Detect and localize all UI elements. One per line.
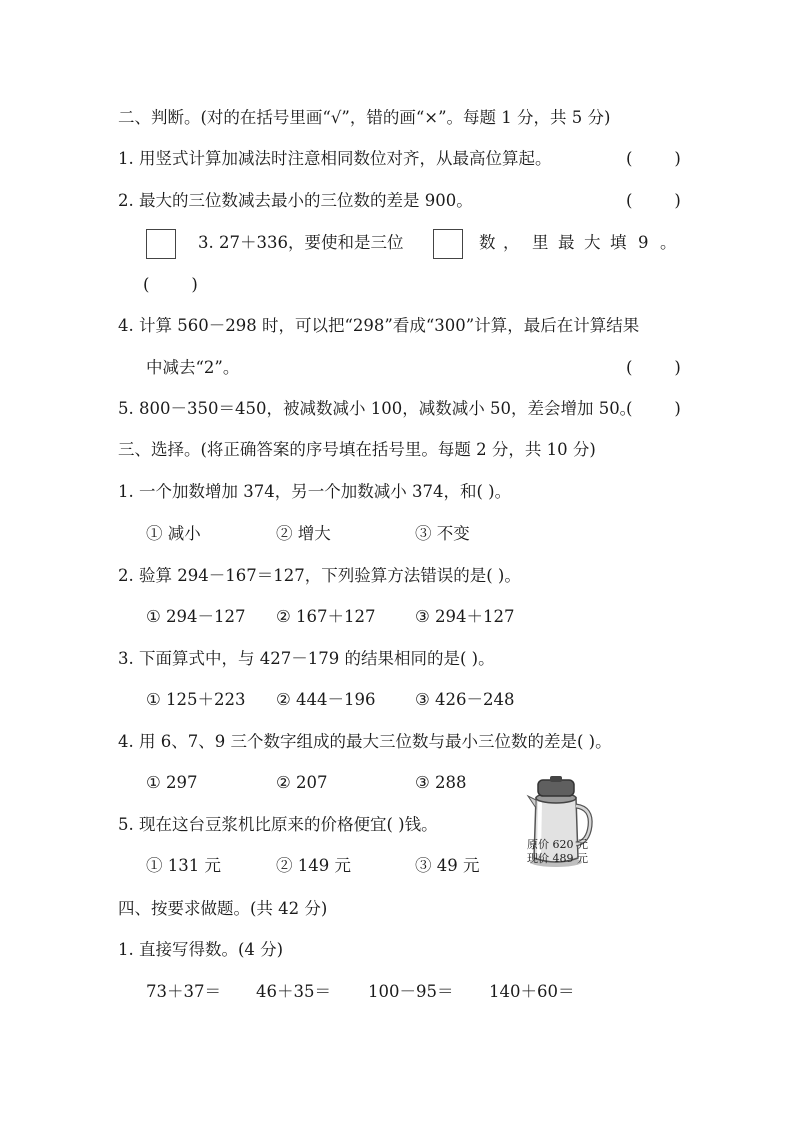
calc-item: 46＋35＝	[256, 982, 331, 1001]
judge-q2-answer[interactable]: ( )	[626, 191, 681, 210]
choice-q4-opt2: ② 207	[276, 773, 328, 792]
blank-box-left	[146, 229, 176, 259]
tail-char: 9	[638, 233, 649, 252]
choice-q1-opt1: ① 减小	[146, 524, 201, 543]
judge-q5-answer[interactable]: ( )	[626, 399, 681, 418]
tail-char: 大	[584, 233, 601, 252]
judge-q4-line2: 中减去“2”。	[146, 358, 240, 377]
choice-q4: 4. 用 6、7、9 三个数字组成的最大三位数与最小三位数的差是( )。	[118, 732, 612, 751]
price-original: 原价 620 元	[527, 838, 588, 851]
blank-box-right	[433, 229, 463, 259]
calc-item: 140＋60＝	[489, 982, 575, 1001]
choice-q5-opt2: ② 149 元	[276, 856, 351, 875]
section-judge-heading: 二、判断。(对的在括号里画“√”，错的画“×”。每题 1 分，共 5 分)	[118, 108, 611, 127]
choice-q4-opt1: ① 297	[146, 773, 198, 792]
judge-q3-answer[interactable]: ( )	[143, 275, 198, 294]
choice-q1-opt2: ② 增大	[276, 524, 331, 543]
calc-item: 73＋37＝	[146, 982, 221, 1001]
judge-q2: 2. 最大的三位数减去最小的三位数的差是 900。	[118, 191, 473, 210]
tail-char: 里	[532, 233, 549, 252]
choice-q1: 1. 一个加数增加 374，另一个加数减小 374，和( )。	[118, 482, 512, 501]
choice-q2: 2. 验算 294－167＝127，下列验算方法错误的是( )。	[118, 566, 521, 585]
choice-q4-opt3: ③ 288	[415, 773, 467, 792]
calc-item: 100－95＝	[368, 982, 454, 1001]
tail-char: 最	[558, 233, 575, 252]
choice-q3-opt1: ① 125＋223	[146, 690, 246, 709]
choice-q3-opt3: ③ 426－248	[415, 690, 515, 709]
tail-char: ，	[503, 233, 520, 252]
judge-q1-answer[interactable]: ( )	[626, 149, 681, 168]
choice-q2-opt1: ① 294－127	[146, 607, 246, 626]
choice-q5-opt1: ① 131 元	[146, 856, 221, 875]
choice-q2-opt2: ② 167＋127	[276, 607, 376, 626]
work-q1: 1. 直接写得数。(4 分)	[118, 940, 284, 959]
section-choice-heading: 三、选择。(将正确答案的序号填在括号里。每题 2 分，共 10 分)	[118, 440, 596, 459]
choice-q5-opt3: ③ 49 元	[415, 856, 480, 875]
judge-q4-answer[interactable]: ( )	[626, 358, 681, 377]
choice-q5: 5. 现在这台豆浆机比原来的价格便宜( )钱。	[118, 815, 438, 834]
judge-q1: 1. 用竖式计算加减法时注意相同数位对齐，从最高位算起。	[118, 149, 552, 168]
tail-char: 数	[479, 233, 496, 252]
choice-q3: 3. 下面算式中，与 427－179 的结果相同的是( )。	[118, 649, 495, 668]
choice-q3-opt2: ② 444－196	[276, 690, 376, 709]
choice-q2-opt3: ③ 294＋127	[415, 607, 515, 626]
judge-q3-text: 3. 27＋336，要使和是三位	[198, 233, 404, 252]
tail-char: 。	[660, 233, 677, 252]
judge-q4-line1: 4. 计算 560－298 时，可以把“298”看成“300”计算，最后在计算结果	[118, 316, 640, 335]
price-now: 现价 489 元	[527, 852, 588, 865]
tail-char: 填	[610, 233, 627, 252]
choice-q1-opt3: ③ 不变	[415, 524, 470, 543]
section-work-heading: 四、按要求做题。(共 42 分)	[118, 899, 328, 918]
judge-q5: 5. 800－350＝450，被减数减小 100，减数减小 50，差会增加 50。	[118, 399, 637, 418]
